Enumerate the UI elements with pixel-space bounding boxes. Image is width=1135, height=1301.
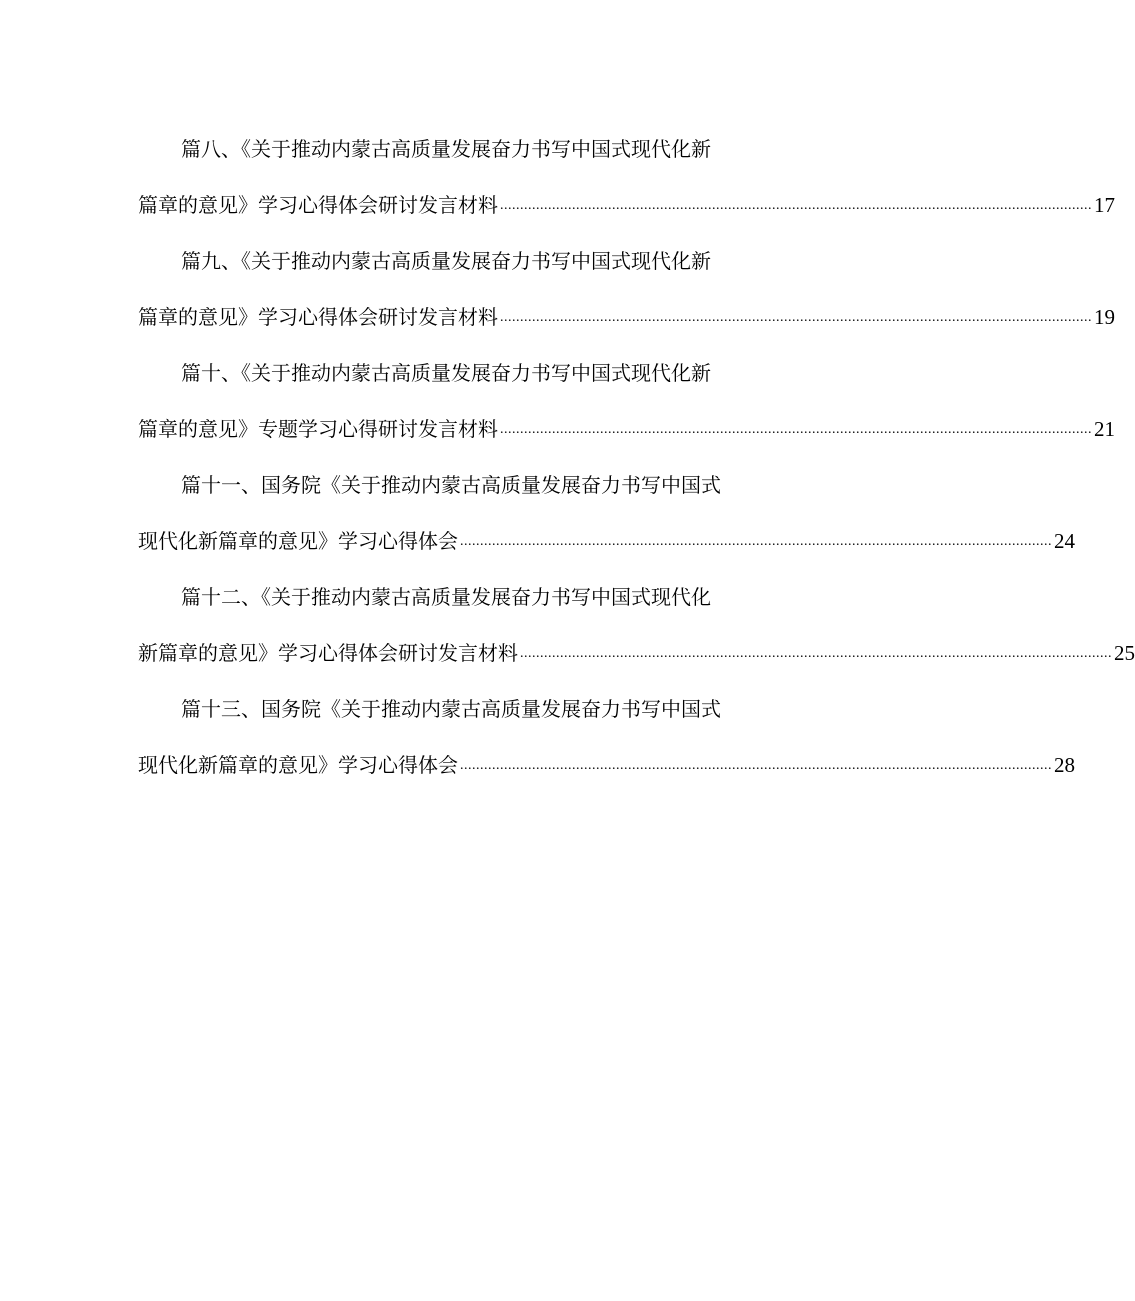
toc-entry-title-line1: 篇八、《关于推动内蒙古高质量发展奋力书写中国式现代化新 — [181, 137, 711, 161]
dot-leader: .................................................................................................................................................... — [520, 646, 1112, 661]
toc-entry-title-line2: 现代化新篇章的意见》学习心得体会 — [138, 529, 458, 553]
toc-entry-title-line2: 篇章的意见》学习心得体会研讨发言材料 — [138, 305, 498, 329]
toc-entry-title-line2: 新篇章的意见》学习心得体会研讨发言材料 — [138, 641, 518, 665]
dot-leader: .................................................................................................................................................... — [500, 310, 1092, 325]
toc-entry — [0, 473, 1075, 585]
toc-entry-line2 — [138, 641, 1135, 665]
toc-entry-line2 — [138, 305, 1115, 329]
toc-page-number: 25 — [1114, 641, 1135, 665]
toc-entry-title-line2: 篇章的意见》专题学习心得研讨发言材料 — [138, 417, 498, 441]
toc-entry-title-line1: 篇十、《关于推动内蒙古高质量发展奋力书写中国式现代化新 — [181, 361, 711, 385]
dot-leader: .................................................................................................................................................... — [500, 198, 1092, 213]
toc-entry — [0, 697, 1075, 809]
toc-entry-line2 — [138, 753, 1075, 777]
toc-entry-line2 — [138, 417, 1115, 441]
dot-leader: .................................................................................................................................................... — [460, 758, 1052, 773]
toc-entry-title-line1: 篇九、《关于推动内蒙古高质量发展奋力书写中国式现代化新 — [181, 249, 711, 273]
toc-page-number: 17 — [1094, 193, 1115, 217]
toc-page-number: 21 — [1094, 417, 1115, 441]
toc-entry — [0, 585, 1135, 697]
toc-entry-title-line1: 篇十一、国务院《关于推动内蒙古高质量发展奋力书写中国式 — [181, 473, 721, 497]
toc-page-number: 24 — [1054, 529, 1075, 553]
toc-page-number: 19 — [1094, 305, 1115, 329]
dot-leader: .................................................................................................................................................... — [500, 422, 1092, 437]
toc-entry — [0, 137, 1115, 249]
toc-entry-title-line1: 篇十二、《关于推动内蒙古高质量发展奋力书写中国式现代化 — [181, 585, 711, 609]
toc-entry — [0, 361, 1115, 473]
toc-entry — [0, 249, 1115, 361]
toc-page-number: 28 — [1054, 753, 1075, 777]
toc-entry-line2 — [138, 193, 1115, 217]
toc-entry-title-line1: 篇十三、国务院《关于推动内蒙古高质量发展奋力书写中国式 — [181, 697, 721, 721]
toc-entry-line2 — [138, 529, 1075, 553]
dot-leader: .................................................................................................................................................... — [460, 534, 1052, 549]
toc-entry-title-line2: 现代化新篇章的意见》学习心得体会 — [138, 753, 458, 777]
toc-entry-title-line2: 篇章的意见》学习心得体会研讨发言材料 — [138, 193, 498, 217]
table-of-contents — [0, 137, 1135, 809]
